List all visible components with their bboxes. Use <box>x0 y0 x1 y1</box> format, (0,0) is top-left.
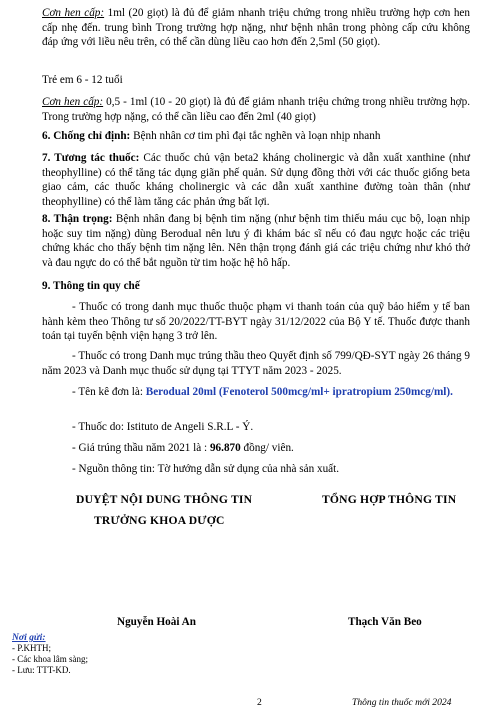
children-age-heading: Trẻ em 6 - 12 tuổi <box>42 74 123 86</box>
acute-asthma-children-label: Cơn hen cấp: <box>42 96 104 108</box>
price-suffix: đồng/ viên. <box>240 442 294 454</box>
prescription-name-value: Berodual 20ml (Fenoterol 500mcg/ml+ ipratropium 250mcg/ml). <box>145 386 453 398</box>
interactions-text: Các thuốc chủ vận beta2 kháng cholinergic và dẫn xuất xanthine (như theophylline) có thể tăng tác dụng giãn phế quản. Sử dụng đồng thời với các thuốc giống beta giao cảm, các thuốc kháng cholinergic và các dẫn xuất xanthine đường toàn thân (như theophylline) có thể làm tăng các phản ứng bất lợi. <box>42 152 470 208</box>
pharmacy-head-title: TRƯỞNG KHOA DƯỢC <box>94 514 225 527</box>
acute-asthma-children-text: 0,5 - 1ml (10 - 20 giọt) là đủ để giảm nhanh triệu chứng trong nhiều trường hợp. Trong trường hợp nặng, có thể cần liều cao đến 2ml (40 giọt) <box>42 96 470 123</box>
regulatory-bullet-source: - Nguồn thông tin: Tờ hướng dẫn sử dụng của nhà sản xuất. <box>72 463 340 475</box>
compiler-heading: TỔNG HỢP THÔNG TIN <box>322 493 457 506</box>
section-interactions <box>42 151 470 209</box>
regulatory-info-heading: 9. Thông tin quy chế <box>42 280 140 292</box>
acute-asthma-label: Cơn hen cấp: <box>42 7 105 19</box>
interactions-heading: 7. Tương tác thuốc: <box>42 152 140 164</box>
page-number: 2 <box>257 697 262 708</box>
regulatory-bullet-prescription-name <box>42 385 470 400</box>
recipient-item: - P.KHTH; <box>12 643 52 653</box>
contraindications-heading: 6. Chống chỉ định: <box>42 130 131 142</box>
approval-heading: DUYỆT NỘI DUNG THÔNG TIN <box>76 493 253 506</box>
recipient-item: - Các khoa lâm sàng; <box>12 654 88 664</box>
compiler-name: Thạch Văn Beo <box>348 616 422 628</box>
recipient-item: - Lưu: TTT-KD. <box>12 665 71 675</box>
section-contraindications <box>42 129 470 144</box>
regulatory-bullet-manufacturer: - Thuốc do: Istituto de Angeli S.R.L - Ý. <box>72 421 254 433</box>
regulatory-bullet-insurance: - Thuốc có trong danh mục thuốc thuộc phạm vi thanh toán của quỹ bảo hiểm y tế ban hành kèm theo Thông tư số 20/2022/TT-BYT ngày 31/12/2022 của Bộ Y tế. Thuốc được thanh toán tại tuyến bệnh viện hạng 3 trở lên. <box>42 301 470 343</box>
acute-asthma-text: 1ml (20 giọt) là đủ để giảm nhanh triệu chứng trong nhiều trường hợp cơn hen cấp nhẹ đến. trung bình Trong trường hợp nặng, như bệnh nhân trong phòng cấp cứu không đáp ứng với liều nêu trên, có thể cần dùng liều cao hơn đến 2,5ml (50 giọt). <box>42 7 470 49</box>
paragraph-acute-asthma-children <box>42 95 470 124</box>
approver-name: Nguyễn Hoài An <box>117 616 196 628</box>
recipients-title: Nơi gửi: <box>12 632 46 643</box>
section-precautions <box>42 212 470 270</box>
footer-title: Thông tin thuốc mới 2024 <box>352 697 452 708</box>
precautions-heading: 8. Thận trọng: <box>42 213 113 225</box>
contraindications-text: Bệnh nhân cơ tim phì đại tắc nghẽn và loạn nhịp nhanh <box>130 130 381 142</box>
recipients-block <box>12 632 88 676</box>
regulatory-bullet-tender: - Thuốc có trong Danh mục trúng thầu theo Quyết định số 799/QĐ-SYT ngày 26 tháng 9 năm 2023 và Danh mục thuốc sử dụng tại TTYT năm 2023 - 2025. <box>42 350 470 377</box>
precautions-text: Bệnh nhân đang bị bệnh tim nặng (như bệnh tim thiếu máu cục bộ, loạn nhịp hoặc suy tim nặng) dùng Berodual nên lưu ý đi khám bác sĩ nếu có đau ngực hoặc các triệu chứng khác cho thấy bệnh tim nặng lên. Nên thận trọng đánh giá các triệu chứng như khó thở và đau ngực do có thể bắt nguồn từ tim hoặc hệ hô hấp. <box>42 213 471 269</box>
regulatory-bullet-price <box>42 441 470 456</box>
price-value: 96.870 <box>209 442 241 454</box>
paragraph-acute-asthma-adult <box>42 6 470 50</box>
prescription-name-label: - Tên kê đơn là: <box>72 386 146 398</box>
price-label: - Giá trúng thầu năm 2021 là : <box>72 442 210 454</box>
